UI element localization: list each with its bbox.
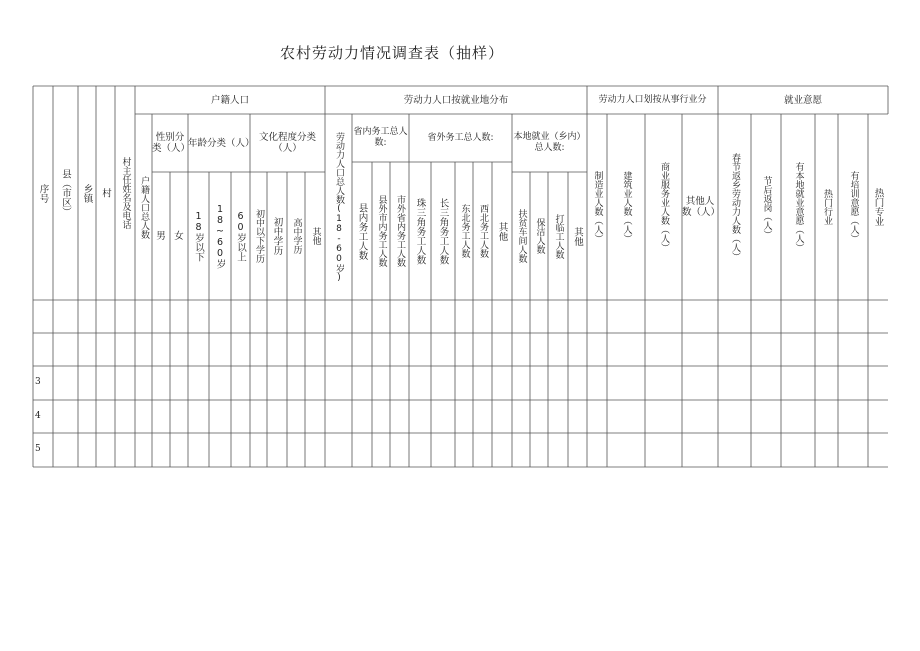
col-remen: 热门行业 xyxy=(822,189,832,225)
col-dalin: 打临工人数 xyxy=(553,213,564,259)
col-nv: 女 xyxy=(174,230,184,242)
col-xian: 县（市区） xyxy=(60,169,71,217)
col-shiwai: 市外省内务工人数 xyxy=(395,195,405,267)
col-jiehou: 节后返岗（人） xyxy=(761,175,772,239)
col-fupin: 扶贫车间人数 xyxy=(516,209,527,263)
header-huji-group: 户籍人口 xyxy=(210,94,249,106)
col-bendi-other: 其他 xyxy=(572,226,583,246)
col-gaozhong: 高中学历 xyxy=(291,218,302,254)
col-hangye-other: 其他人数（人） xyxy=(682,196,721,218)
header-jiuye-yiyuan-group: 就业意愿 xyxy=(783,94,822,106)
col-age-60up: 60岁以上 xyxy=(235,210,246,262)
col-nan: 男 xyxy=(156,230,166,242)
header-laodong-dist-group: 劳动力人口按就业地分布 xyxy=(403,94,509,106)
col-cunzhuren: 村主任姓名及电话 xyxy=(120,157,131,229)
col-xuhao: 序号 xyxy=(37,183,49,203)
col-age-under18: 18岁以下 xyxy=(193,210,204,262)
col-xianwai: 县外市内务工人数 xyxy=(376,195,387,267)
col-shangye: 商业服务业人数（人） xyxy=(659,162,669,252)
col-remen-zhuanye: 热门专业 xyxy=(872,188,884,226)
header-nianling: 年龄分类（人） xyxy=(188,137,255,149)
col-age-18-60: 18~60岁 xyxy=(214,203,226,269)
row-number: 3 xyxy=(35,377,41,387)
col-changsanjiao: 长三角务工人数 xyxy=(437,197,449,265)
col-xibei: 西北务工人数 xyxy=(478,204,488,258)
col-baojie: 保洁人数 xyxy=(534,218,545,254)
col-bendi-yiyuan: 有本地就业意愿（人） xyxy=(793,162,804,252)
col-zhizao: 制造业人数（人） xyxy=(592,171,603,243)
header-wenhua: 文化程度分类（人） xyxy=(258,132,316,154)
header-xingbie: 性别分类（人） xyxy=(152,132,191,154)
col-xiang: 乡镇 xyxy=(81,183,93,203)
col-chuzhong-below: 初中以下学历 xyxy=(254,209,264,263)
page-title: 农村劳动力情况调查表（抽样） xyxy=(280,44,505,62)
col-laodong-total: 劳动力人口总人数(18-60岁) xyxy=(334,131,344,283)
col-chunjie: 春节返乡劳动力人数（人） xyxy=(730,153,740,261)
col-wenhua-other: 其他 xyxy=(310,227,321,245)
col-chuzhong: 初中学历 xyxy=(271,217,283,255)
col-jianzhu: 建筑业人数（人） xyxy=(621,171,632,243)
col-huji-total: 户籍人口总人数 xyxy=(139,175,149,239)
header-bendi: 本地就业（乡内）总人数: xyxy=(513,132,586,153)
col-cun: 村 xyxy=(100,188,111,198)
col-xiannei: 县内务工人数 xyxy=(356,202,368,260)
row-number: 4 xyxy=(35,411,41,421)
header-laodong-hangye-group: 劳动力人口划按从事行业分 xyxy=(598,94,707,105)
col-zhusanjiao: 珠三角务工人数 xyxy=(414,197,426,265)
col-dongbei: 东北务工人数 xyxy=(459,204,470,258)
col-peixun: 有培训意愿（人） xyxy=(848,171,859,243)
header-shengnei: 省内务工总人数: xyxy=(353,127,408,148)
header-shengwai: 省外务工总人数: xyxy=(427,132,494,143)
col-shengwai-other: 其他 xyxy=(496,221,508,241)
row-number: 5 xyxy=(35,444,41,454)
